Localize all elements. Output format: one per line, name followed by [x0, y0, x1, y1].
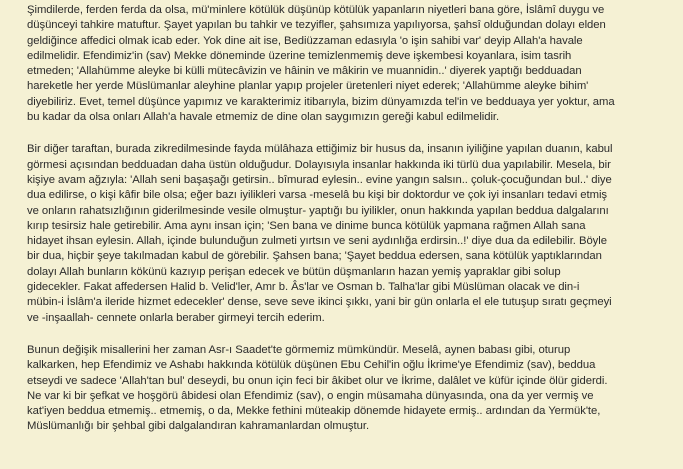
article-paragraph: Bir diğer taraftan, burada zikredilmesinde fayda mülâhaza ettiğimiz bir husus da, insanın iyiliğine yapılan duanın, kabul görmesi açısından bedduadan daha üstün olduğudur. Dolayısıyla insanlar hakkında iki türlü dua yapılabilir. Mesela, bir kişiye avam ağzıyla: 'Allah seni başaşağı getirsin.. bîmurad eylesin.. evine yangın salsın.. çoluk-çocuğundan bul..' diye dua edilirse, o kişi kâfir bile olsa; eğer bazı iyilikleri varsa -meselâ bu kişi bir doktordur ve çok iyi insanları tedavi etmiş ve onların rahatsızlığının giderilmesinde vesile olmuştur- yaptığı bu iyilikler, onun hakkında yapılan beddua dalgalarını kırıp tesirsiz hale getirebilir. Ama aynı insan için; 'Sen bana ve dinime bunca kötülük yapmana rağmen Allah sana hidayet ihsan eylesin. Allah, içinde bulunduğun zulmeti yırtsın ve seni aydınlığa erdirsin..!' diye dua da edilebilir. Böyle bir dua, hiçbir şeye takılmadan kabul de görebilir. Şahsen bana; 'Şayet beddua edersen, sana kötülük yaptıklarından dolayı Allah bunların kökünü kazıyıp perişan edecek ve bütün düşmanların hazan yemiş yapraklar gibi solup gidecekler. Fakat affedersen Halid b. Velid'ler, Amr b. Âs'lar ve Osman b. Talha'lar gibi Müslüman olacak ve din-i mübin-i İslâm'a ileride hizmet edecekler' dense, seve seve ikinci şıkkı, yani bir gün onlarla el ele tutuşup sıratı geçmeyi ve -inşaallah- cennete onlarla beraber girmeyi tercih ederim. — [27, 143, 613, 324]
article-paragraph: Şimdilerde, ferden ferda da olsa, mü'minlere kötülük düşünüp kötülük yapanların niyetleri bana göre, İslâmî duygu ve düşünceyi tahkire matuftur. Şayet yapılan bu tahkir ve tezyifler, şahsımıza yapılıyorsa, şahsî olduğundan dolayı elden geldiğince affedici olmak icab eder. Yok dine ait ise, Bediüzzaman edasıyla 'o işin sahibi var' deyip Allah'a havale edilmelidir. Efendimiz'in (sav) Mekke döneminde üzerine temizlenmemiş deve işkembesi koyanlara, isim tasrih etmeden; 'Allahümme aleyke bi külli mütecâvizin ve hâinin ve mâkirin ve muannidin..' diyerek yaptığı bedduadan hareketle her yerde Müslümanlar aleyhine planlar yapıp projeler üretenleri niyet ederek; 'Allahümme aleyke bihim' diyebiliriz. Evet, temel düşünce yapımız ve karakterimiz itibarıyla, bizim dünyamızda tel'in ve bedduaya yer yoktur, ama bu kadar da olsa onları Allah'a havale etmemiz de dine olan saygımızın gereği kabul edilmelidir. — [27, 4, 615, 124]
article-paragraph: Bunun değişik misallerini her zaman Asr-ı Saadet'te görmemiz mümkündür. Meselâ, aynen babası gibi, oturup kalkarken, hep Efendimiz ve Ashabı hakkında kötülük düşünen Ebu Cehil'in oğlu İkrime'ye Efendimiz (sav), beddua etseydi ve sadece 'Allah'tan bul' deseydi, bu onun için feci bir âkibet olur ve İkrime, dalâlet ve küfür içinde ölür giderdi. Ne var ki bir şefkat ve hoşgörü âbidesi olan Efendimiz (sav), o engin müsamaha dünyasında, ona da yer vermiş ve kat'iyen beddua etmemiş.. etmemiş, o da, Mekke fethini müteakip dönemde hidayete ermiş.. ardından da Yermük'te, Müslümanlığı bir şehbal gibi dalgalandıran kahramanlardan olmuştur. — [27, 343, 608, 433]
